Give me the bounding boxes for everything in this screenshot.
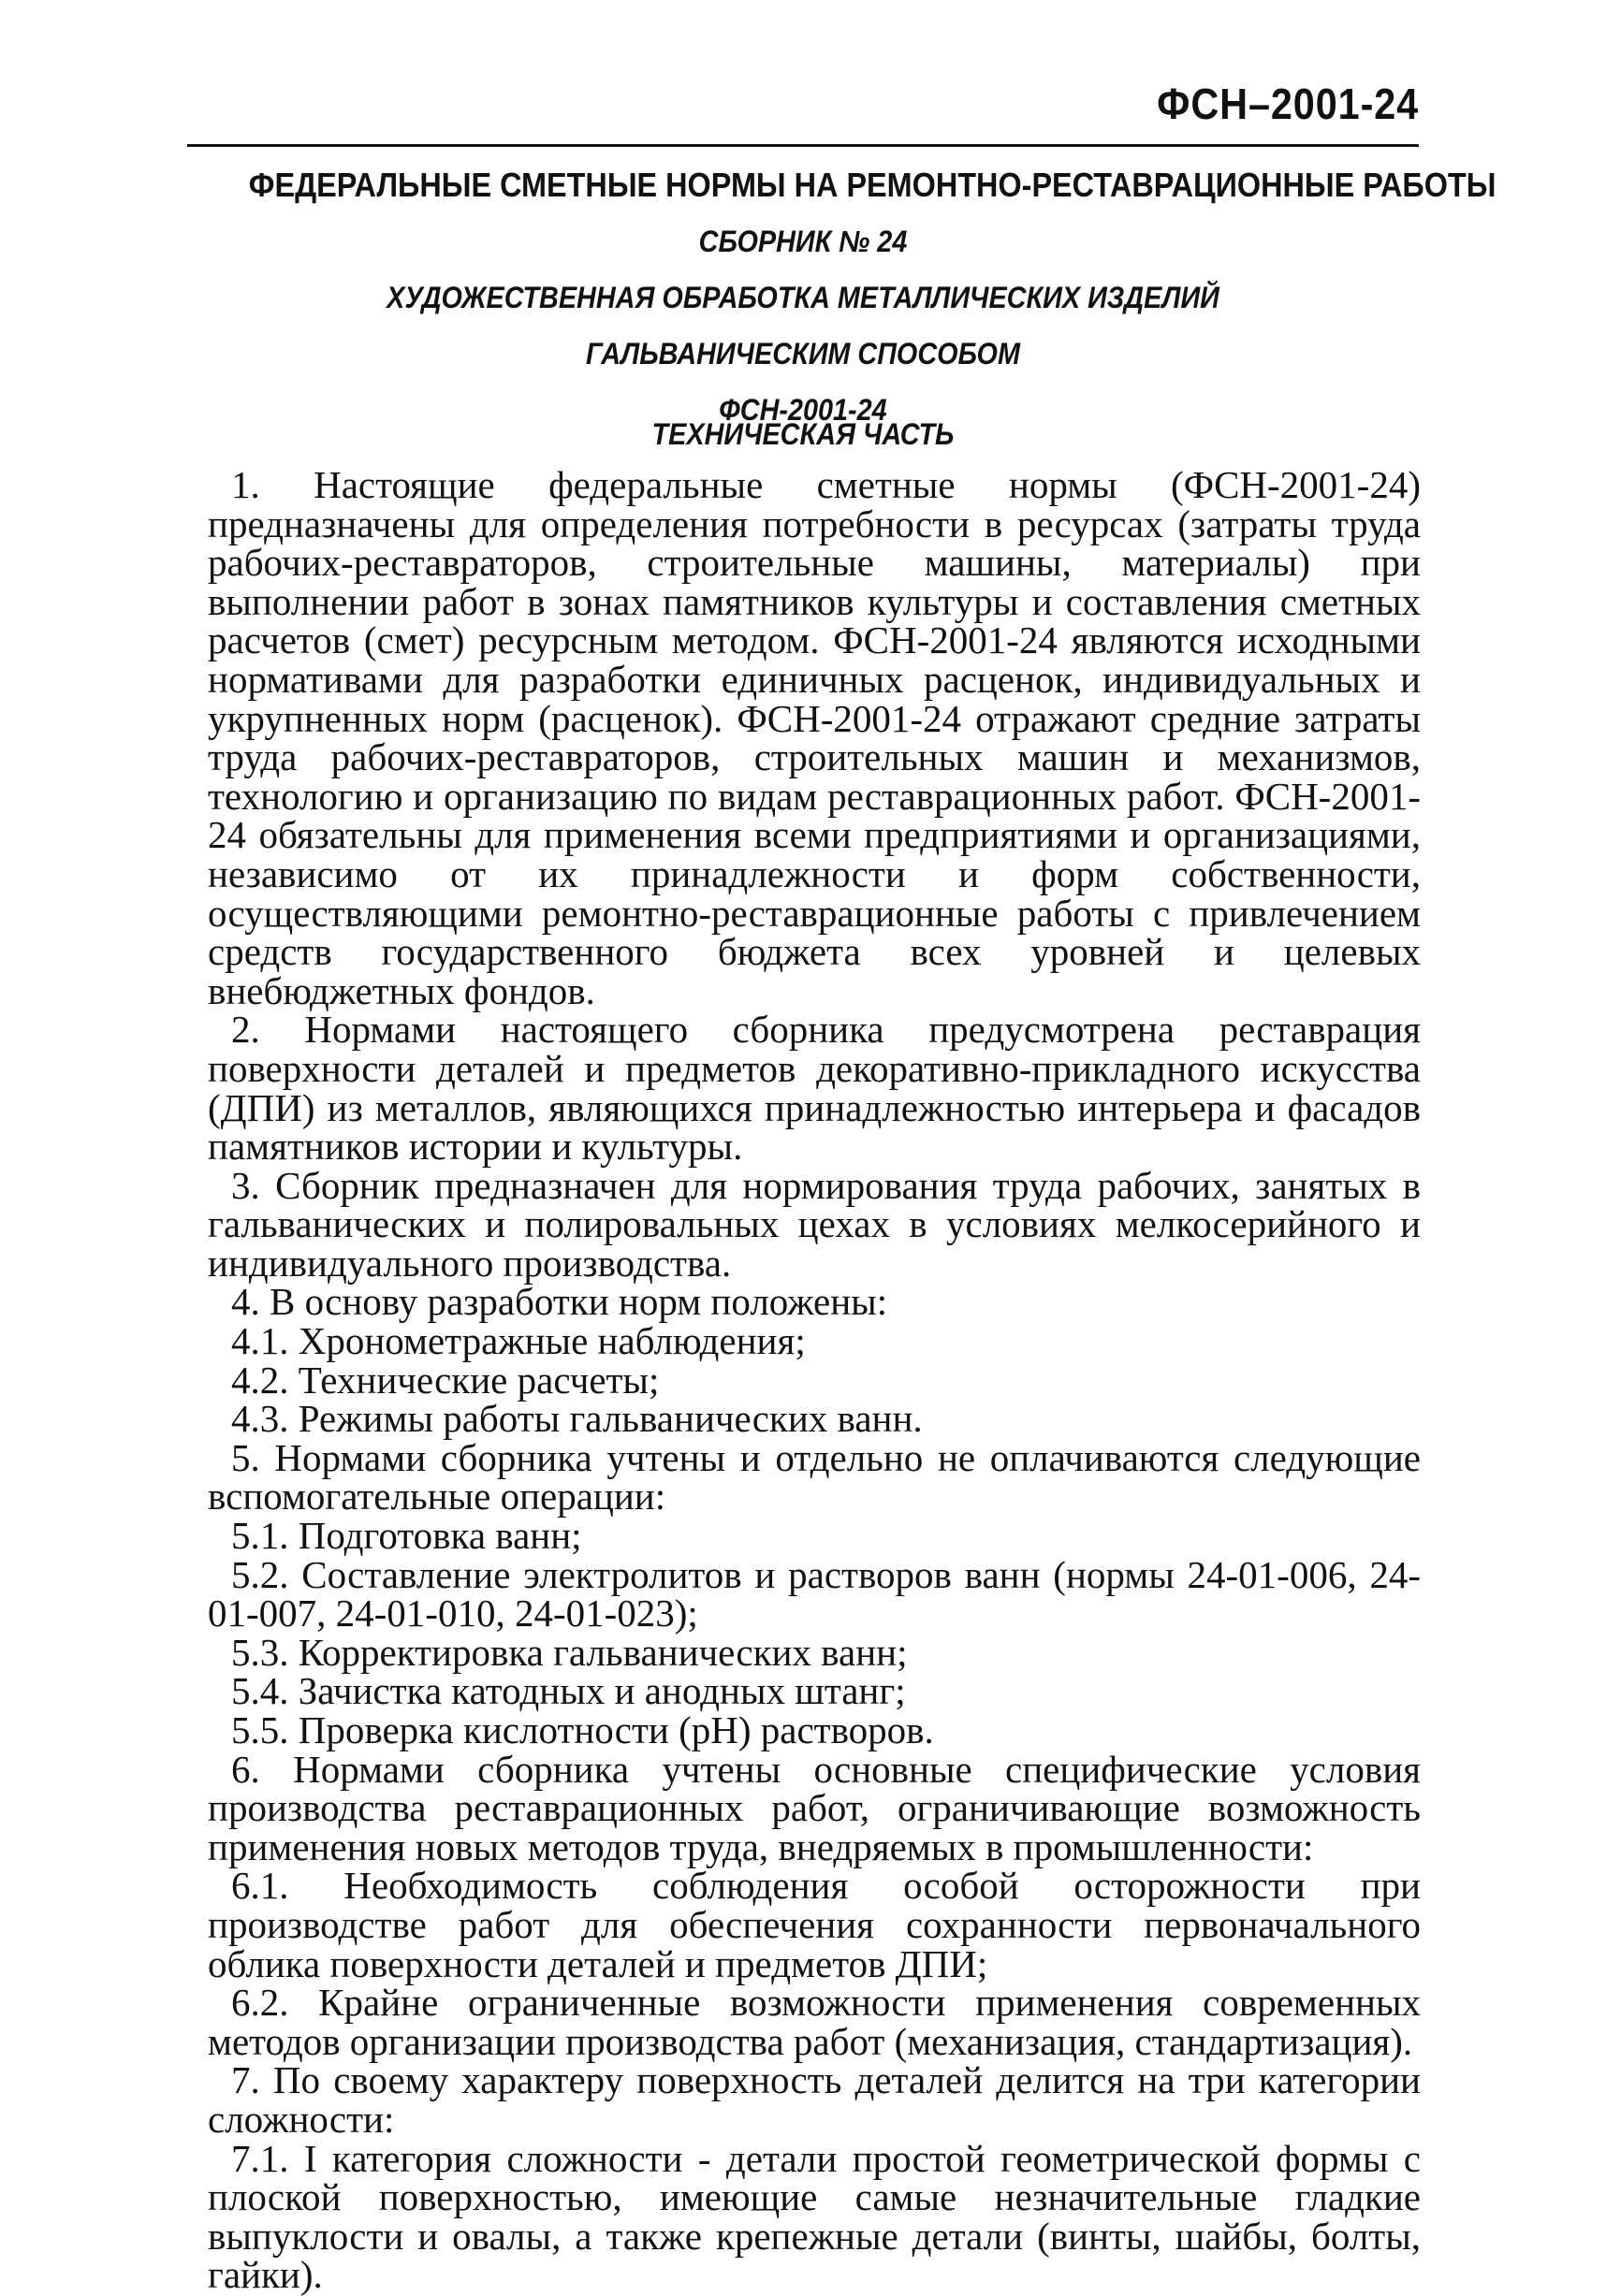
paragraph: 5.3. Корректировка гальванических ванн; (231, 1630, 908, 1674)
paragraph: 7.1. I категория сложности - детали простой геометрической формы с плоской поверхностью, имеющие самые незначительные гладкие выпуклости и овалы, а также крепежные детали (винты, шайбы, болты, гайки). (208, 2136, 1421, 2296)
body-text (208, 463, 1421, 2296)
subject-title-line-2: ГАЛЬВАНИЧЕСКИМ СПОСОБОМ (586, 337, 1020, 371)
subject-title-line-1: ХУДОЖЕСТВЕННАЯ ОБРАБОТКА МЕТАЛЛИЧЕСКИХ ИЗДЕЛИЙ (387, 281, 1219, 314)
paragraph: 5.4. Зачистка катодных и анодных штанг; (231, 1669, 906, 1713)
section-heading: ТЕХНИЧЕСКАЯ ЧАСТЬ (651, 417, 955, 451)
collection-title: СБОРНИК № 24 (698, 225, 908, 258)
paragraph: 4.2. Технические расчеты; (231, 1358, 660, 1402)
paragraph: 5. Нормами сборника учтены и отдельно не оплачиваются следующие вспомогательные операции: (208, 1435, 1421, 1519)
paragraph: 5.2. Составление электролитов и растворов ванн (нормы 24-01-006, 24-01-007, 24-01-010, 24-01-023); (208, 1552, 1421, 1635)
running-header-code: ФСН–2001-24 (1157, 80, 1419, 128)
paragraph: 6. Нормами сборника учтены основные специфические условия производства реставрационных работ, ограничивающие возможность применения новых методов труда, внедряемых в промышленности: (208, 1747, 1421, 1868)
paragraph: 5.5. Проверка кислотности (pH) растворов. (231, 1708, 934, 1751)
paragraph: 6.1. Необходимость соблюдения особой осторожности при производстве работ для обеспечения сохранности первоначального облика поверхности деталей и предметов ДПИ; (208, 1864, 1421, 1985)
paragraph: 6.2. Крайне ограниченные возможности применения современных методов организации производства работ (механизация, стандартизация). (208, 1981, 1421, 2063)
paragraph: 4.1. Хронометражные наблюдения; (231, 1319, 806, 1363)
header-rule (187, 144, 1419, 147)
paragraph: 1. Настоящие федеральные сметные нормы (ФСН-2001-24) предназначены для определения потребности в ресурсах (затраты труда рабочих-реставраторов, строительные машины, материалы) при выполнении работ в зонах памятников культуры и составления сметных расчетов (смет) ресурсным методом. ФСН-2001-24 являются исходными нормативами для разработки единичных расценок, индивидуальных и укрупненных норм (расценок). ФСН-2001-24 отражают средние затраты труда рабочих-реставраторов, строительных машин и механизмов, технологию и организацию по видам реставрационных работ. ФСН-2001-24 обязательны для применения всеми предприятиями и организациями, независимо от их принадлежности и форм собственности, осуществляющими ремонтно-реставрационные работы с привлечением средств государственного бюджета всех уровней и целевых внебюджетных фондов. (208, 463, 1421, 1012)
title-block (187, 157, 1496, 438)
paragraph: 4.3. Режимы работы гальванических ванн. (231, 1397, 923, 1441)
document-code-title: ФСН-2001-24 (719, 393, 887, 427)
paragraph: 4. В основу разработки норм положены: (231, 1280, 888, 1324)
main-title: ФЕДЕРАЛЬНЫЕ СМЕТНЫЕ НОРМЫ НА РЕМОНТНО-РЕСТАВРАЦИОННЫЕ РАБОТЫ (248, 166, 1496, 204)
paragraph: 2. Нормами настоящего сборника предусмотрена реставрация поверхности деталей и предметов декоративно-прикладного искусства (ДПИ) из металлов, являющихся принадлежностью интерьера и фасадов памятников истории и культуры. (208, 1008, 1421, 1169)
paragraph: 5.1. Подготовка ванн; (231, 1514, 582, 1558)
paragraph: 7. По своему характеру поверхность деталей делится на три категории сложности: (208, 2058, 1421, 2141)
paragraph: 3. Сборник предназначен для нормирования труда рабочих, занятых в гальванических и полировальных цехах в условиях мелкосерийного и индивидуального производства. (208, 1163, 1421, 1285)
